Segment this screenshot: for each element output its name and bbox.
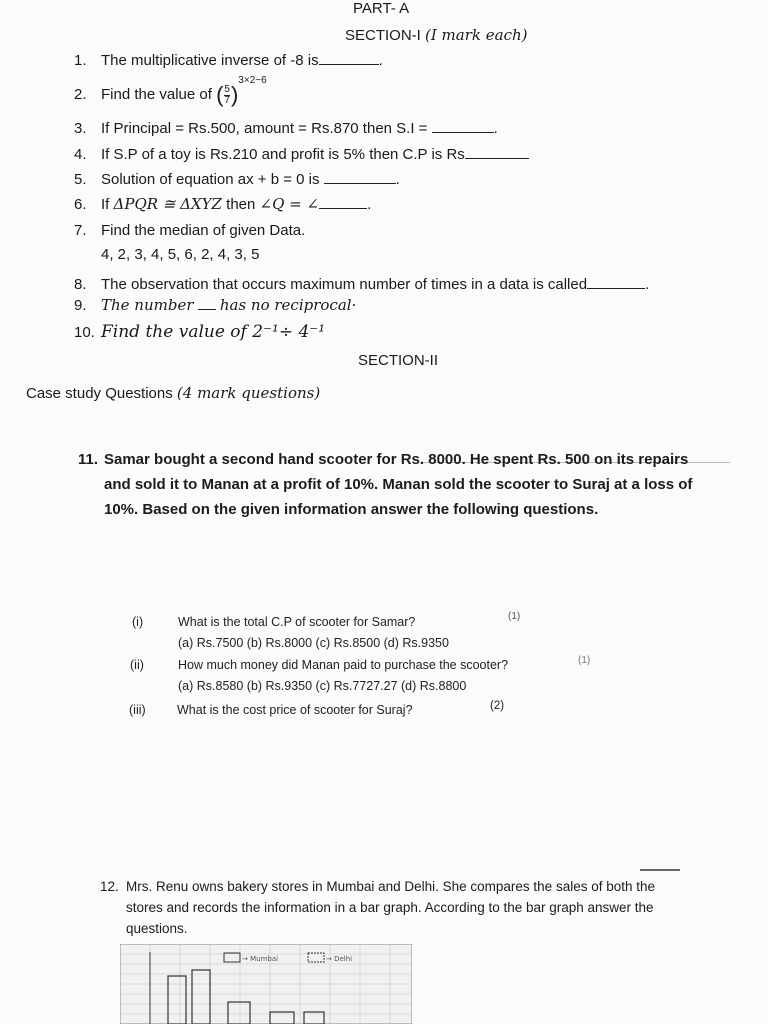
legend-mumbai-label: → Mumbai (242, 955, 279, 963)
q7-number: 7. (74, 222, 87, 239)
q4-number: 4. (74, 146, 87, 163)
q9-number: 9. (74, 297, 87, 314)
q11-sub-2-options: (a) Rs.8580 (b) Rs.9350 (c) Rs.7727.27 (d) Rs.8800 (178, 679, 467, 693)
q11-number: 11. (78, 451, 99, 468)
q2-frac-num: 5 (224, 83, 230, 95)
question-12 (100, 876, 660, 939)
divider-line-2 (640, 869, 680, 871)
q6-text-b: then (226, 196, 256, 213)
q3-text: If Principal = Rs.500, amount = Rs.870 then S.I = (101, 120, 428, 137)
q8-after: . (645, 276, 650, 293)
q6-math2: ∠Q = ∠ (259, 195, 320, 213)
q1-after: . (378, 52, 383, 69)
question-3 (74, 120, 498, 137)
q3-after: . (493, 120, 498, 137)
q9-after: · (351, 296, 357, 314)
q6-math: ΔPQR ≅ ΔXYZ (113, 195, 222, 213)
q9-blank (198, 297, 216, 310)
q12-text: Mrs. Renu owns bakery stores in Mumbai and Delhi. She compares the sales of both the stores and records the information in a bar graph. According to the bar graph answer the questions. (126, 879, 656, 936)
q8-number: 8. (74, 276, 87, 293)
q2-number: 2. (74, 85, 87, 103)
q11-sub-1-marks: (1) (508, 611, 521, 622)
section1-title (345, 26, 528, 44)
question-7 (74, 222, 305, 239)
question-1 (74, 52, 383, 69)
question-5 (74, 171, 400, 188)
q4-text: If S.P of a toy is Rs.210 and profit is 5% then C.P is Rs (101, 146, 465, 163)
q11-text: Samar bought a second hand scooter for Rs. 8000. He spent Rs. 500 on its repairs and sold it to Manan at a profit of 10%. Manan sold the scooter to Suraj at a loss of 10%. Based on the given information answer the following questions. (104, 451, 693, 518)
section2-title: SECTION-II (358, 352, 439, 369)
q8-blank (587, 276, 645, 289)
q11-sub-2-marks: (1) (578, 655, 591, 666)
q9-text-b: has no reciprocal (219, 296, 352, 314)
q4-blank (465, 146, 529, 159)
q6-number: 6. (74, 196, 87, 213)
q1-number: 1. (74, 52, 87, 69)
bakery-bar-graph (120, 944, 412, 1024)
q2-exponent: 3×2−6 (238, 74, 267, 86)
part-title: PART- A (353, 0, 410, 17)
q2-paren-left: ( (216, 82, 224, 107)
q7-data: 4, 2, 3, 4, 5, 6, 2, 4, 3, 5 (101, 246, 260, 263)
q6-after: . (367, 196, 372, 213)
q6-text-a: If (101, 196, 110, 213)
q7-text: Find the median of given Data. (101, 222, 306, 239)
question-11 (78, 447, 718, 522)
q1-text: The multiplicative inverse of -8 is (101, 52, 319, 69)
question-6 (74, 195, 371, 213)
question-4 (74, 146, 529, 163)
q11-sub-3-text: What is the cost price of scooter for Suraj? (177, 703, 413, 717)
q5-number: 5. (74, 171, 87, 188)
q9-text-a: The number (101, 296, 194, 314)
question-8 (74, 276, 649, 293)
section1-label: SECTION-I (345, 27, 421, 44)
q6-blank (319, 196, 367, 209)
question-10 (74, 322, 325, 342)
q1-blank (319, 52, 379, 65)
case-study-heading (26, 384, 320, 402)
q5-text: Solution of equation ax + b = 0 is (101, 171, 320, 188)
q3-blank (432, 120, 494, 133)
q11-sub-1-roman: (i) (132, 615, 144, 629)
section1-marks-note: (I mark each) (425, 26, 528, 44)
q11-sub-2-roman: (ii) (130, 658, 144, 672)
q10-number: 10. (74, 324, 95, 341)
legend-delhi-label: → Delhi (326, 955, 353, 963)
q12-number: 12. (100, 879, 119, 894)
case-study-label: Case study Questions (26, 385, 173, 402)
q2-paren-right: ) (230, 82, 239, 107)
q10-text: Find the value of 2⁻¹÷ 4⁻¹ (101, 322, 326, 342)
q5-after: . (395, 171, 400, 188)
q11-sub-1-options: (a) Rs.7500 (b) Rs.8000 (c) Rs.8500 (d) Rs.9350 (178, 636, 449, 650)
q3-number: 3. (74, 120, 87, 137)
q5-blank (324, 171, 396, 184)
q11-sub-3-marks: (2) (490, 700, 505, 712)
q11-sub-3-roman: (iii) (129, 703, 146, 717)
case-study-note: (4 mark questions) (176, 384, 321, 402)
q2-frac-den: 7 (224, 94, 230, 106)
q2-text: Find the value of (101, 85, 212, 103)
q2-fraction (224, 85, 230, 106)
q8-text: The observation that occurs maximum number of times in a data is called (101, 276, 588, 293)
q11-sub-1-text: What is the total C.P of scooter for Samar? (178, 615, 416, 629)
question-9 (74, 296, 356, 314)
q11-sub-2-text: How much money did Manan paid to purchase the scooter? (178, 658, 509, 672)
